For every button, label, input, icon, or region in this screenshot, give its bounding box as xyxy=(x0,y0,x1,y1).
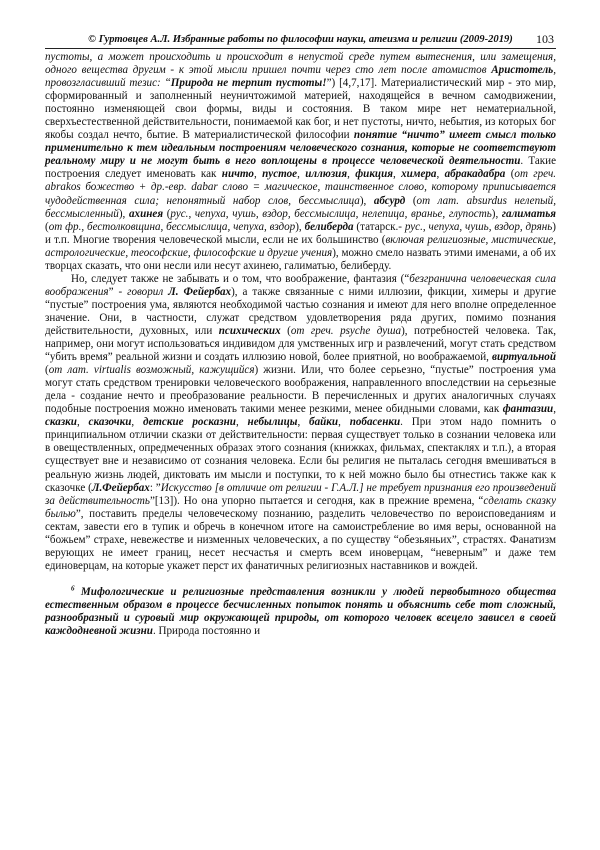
text-run: белиберда xyxy=(304,220,354,233)
text-run: байки xyxy=(309,416,339,429)
text-run: абракадабра xyxy=(444,168,506,181)
text-run: . Такие построения следует именовать как xyxy=(45,155,556,181)
text-run: : ” xyxy=(149,481,161,494)
text-run: ( xyxy=(505,168,515,181)
text-run: ), можно смело назвать этими именами, а об их творцах сказать, что они несли или несут ахинею, галиматью, белиберду. xyxy=(45,246,557,272)
text-run: ), xyxy=(491,207,502,220)
text-run: Природа не терпит пустоты! xyxy=(170,77,327,90)
text-run: включая религиозные, мистические, астрологические, теософские, философские и другие учения xyxy=(45,233,557,259)
text-run: от фр., бестолковщина, бессмыслица, чепуха, вздор xyxy=(48,220,296,233)
text-run: ( xyxy=(45,364,49,377)
text-run: иллюзия xyxy=(305,168,348,181)
text-run: пустоты, а может происходить и происходит в непустой среде путем вытеснения, или замещения, одного вещества другим - к этой мысли пришел почти через сто лет после атомистов xyxy=(45,51,556,77)
text-run: , xyxy=(338,416,350,429)
text-run: ), xyxy=(118,207,129,220)
text-run: от греч. psyche душа xyxy=(290,324,402,337)
text-run: (татарск.- xyxy=(353,220,405,233)
text-run: , xyxy=(297,168,306,181)
text-run: , xyxy=(297,416,310,429)
text-run: , xyxy=(253,168,263,181)
text-run: , xyxy=(235,416,248,429)
text-run: ), а также связанные с ними иллюзии, фикции, химеры и другие “пустые” построения ума, являются необходимой частью сознания и имеют для него вполне определенное значение. Они, в частности, служат средством удовлетворения ряда других, помимо познания действительности, духовных, или xyxy=(45,285,556,337)
text-run: Искусство [в отличие от религии - Г.А.Л.] не требует признания его произведений за действительность xyxy=(45,481,557,507)
text-run: от греч. abrakos божество + др.-евр. dabar слово = магическое, таинственное слово, которому приписывается чудодейственная сила; непонятный набор слов, бессмыслица xyxy=(45,168,557,207)
running-header xyxy=(45,34,556,49)
text-run: . При этом надо помнить о принципиальном отличии сказки от действительности: первая существует только в сознании человека или в овеществленных, опредмеченных образах этого сознания (книжках, фильмах, спектаклях и т.п.), а вторая существует вне и независимо от сознания человека. Если бы религия не пыталась сегодня вмешиваться в реальную жизнь людей, диктовать им мысли и поступки, то к ней можно было бы отнестись также как к сказочке ( xyxy=(45,416,556,494)
text-run: , xyxy=(553,403,556,416)
text-run: ), xyxy=(295,220,305,233)
text-run: ”[13]). Но она упорно пытается и сегодня, как в прежние времена, “ xyxy=(149,494,484,507)
text-run: ( xyxy=(163,207,171,220)
text-run: ( xyxy=(45,220,49,233)
text-run: пустое xyxy=(262,168,298,181)
text-run: , xyxy=(347,168,356,181)
text-run: психических xyxy=(218,324,281,337)
text-run: абсурд xyxy=(373,194,406,207)
text-run: рус., чепуха, чушь, вздор, бессмыслица, нелепица, вранье, глупость xyxy=(170,207,492,220)
paragraph-3 xyxy=(45,586,556,638)
text-run: небылицы xyxy=(247,416,298,429)
text-run: сказочки xyxy=(88,416,132,429)
paragraph-1 xyxy=(45,51,556,273)
text-run: ”) [4,7,17]. Материалистический мир - это мир, сформированный и заполненный неуничтожимой материей, находящейся в вечном самодвижении, постоянно изменяющей свои формы, виды и состояния. В таком мире нет нематериальной, сверхъестественной действительности, понимаемой как бог, и нет пустоты, ничто, небытия, из которых бог якобы создал нечто, бытие. В материалистической философии xyxy=(45,77,556,142)
text-run: Но, следует также не забывать и о том, что воображение, фантазия (“ xyxy=(71,272,410,285)
text-run: ” - xyxy=(108,285,128,298)
text-run: виртуальной xyxy=(492,351,556,364)
text-run: , xyxy=(436,168,445,181)
text-run: понятие “ничто” имеет смысл только применительно к тем идеальным построениям человеческого сознания, которые не соответствуют реальному миру и не могут быть в него воплощены в процессе человеческой деятельности xyxy=(45,129,556,168)
text-run: ( xyxy=(405,194,417,207)
text-run: ахинея xyxy=(128,207,164,220)
text-run: безгранична человеческая сила воображения xyxy=(45,272,557,298)
text-run: Мифологические и религиозные представления возникли у людей первобытного общества естественным образом в процессе бесчисленных попыток понять и объяснить себе тот сложный, разнообразный и суровый мир окружающей природы, от которого человек всецело зависел в своей каждодневной жизни xyxy=(45,585,556,638)
text-run: Аристотель xyxy=(491,64,554,77)
text-run: ), xyxy=(359,194,374,207)
text-run: от лат. virtualis возможный, кажущийся xyxy=(48,364,255,377)
text-run: . Природа постоянно и xyxy=(152,625,261,638)
body-text xyxy=(45,51,556,638)
text-run: ( xyxy=(280,324,291,337)
text-run: ), потребностей человека. Так, например, они могут использоваться индивидом для умственных игр и развлечений, могут стать средством “убить время” реальной жизни и создать иллюзию новой, более приятной, но воображаемой, xyxy=(45,324,557,364)
text-run: ) и т.п. Многие творения человеческой мысли, если не их большинство ( xyxy=(45,220,556,246)
text-run: ничто xyxy=(221,168,254,181)
text-run: от лат. absurdus нелепый, бессмысленный xyxy=(45,194,556,220)
text-run: , xyxy=(76,416,89,429)
text-run: рус., чепуха, чушь, вздор, дрянь xyxy=(404,220,553,233)
text-run: галиматья xyxy=(501,207,556,220)
text-run: химера xyxy=(401,168,437,181)
text-run: ”, поставить пределы человеческому познанию, разделить человечество по вероисповеданиям и сектам, завести его в тупик и обречь в конечном итоге на самоистребление во имя веры, основанной на “божьем” страхе, невежестве и низменных человеческих, а по существу “обезьяньих”, страстях. Фанатизм верующих не имеет границ, несет несчастья и смерть всем иноверцам, “неверным” и даже тем единоверцам, на которые укажет перст их фанатичных религиозных наставников и вождей. xyxy=(45,507,556,572)
text-run: сделать сказку былью xyxy=(45,494,556,520)
page-number: 103 xyxy=(536,32,554,46)
running-title: © Гуртовцев А.Л. Избранные работы по философии науки, атеизма и религии (2009-2019) xyxy=(88,34,513,45)
text-run: , провозгласивший тезис: “ xyxy=(45,64,556,90)
text-run: детские росказни xyxy=(143,416,236,429)
text-run: , xyxy=(131,416,144,429)
text-run: сказки xyxy=(45,416,77,429)
text-run: Л. Фейербах xyxy=(168,285,232,298)
text-run: , xyxy=(393,168,402,181)
text-run: фикция xyxy=(355,168,393,181)
text-run: Л.Фейербах xyxy=(91,481,150,494)
text-run: ) жизни. Или, что более серьезно, “пустые” построения ума могут стать средством тренировки человеческого воображения, направленного впоследствии на серьезные дела - создание нечто и преобразование реальности. В перечисленных и других аналогичных случаях подобные построения можно именовать такими менее резкими, менее обидными словами, как xyxy=(45,364,556,416)
text-run: говорил xyxy=(127,285,169,298)
text-run: фантазии xyxy=(502,403,554,416)
paragraph-2 xyxy=(45,273,556,573)
note-marker: 6 xyxy=(71,584,75,593)
text-run: побасенки xyxy=(349,416,401,429)
